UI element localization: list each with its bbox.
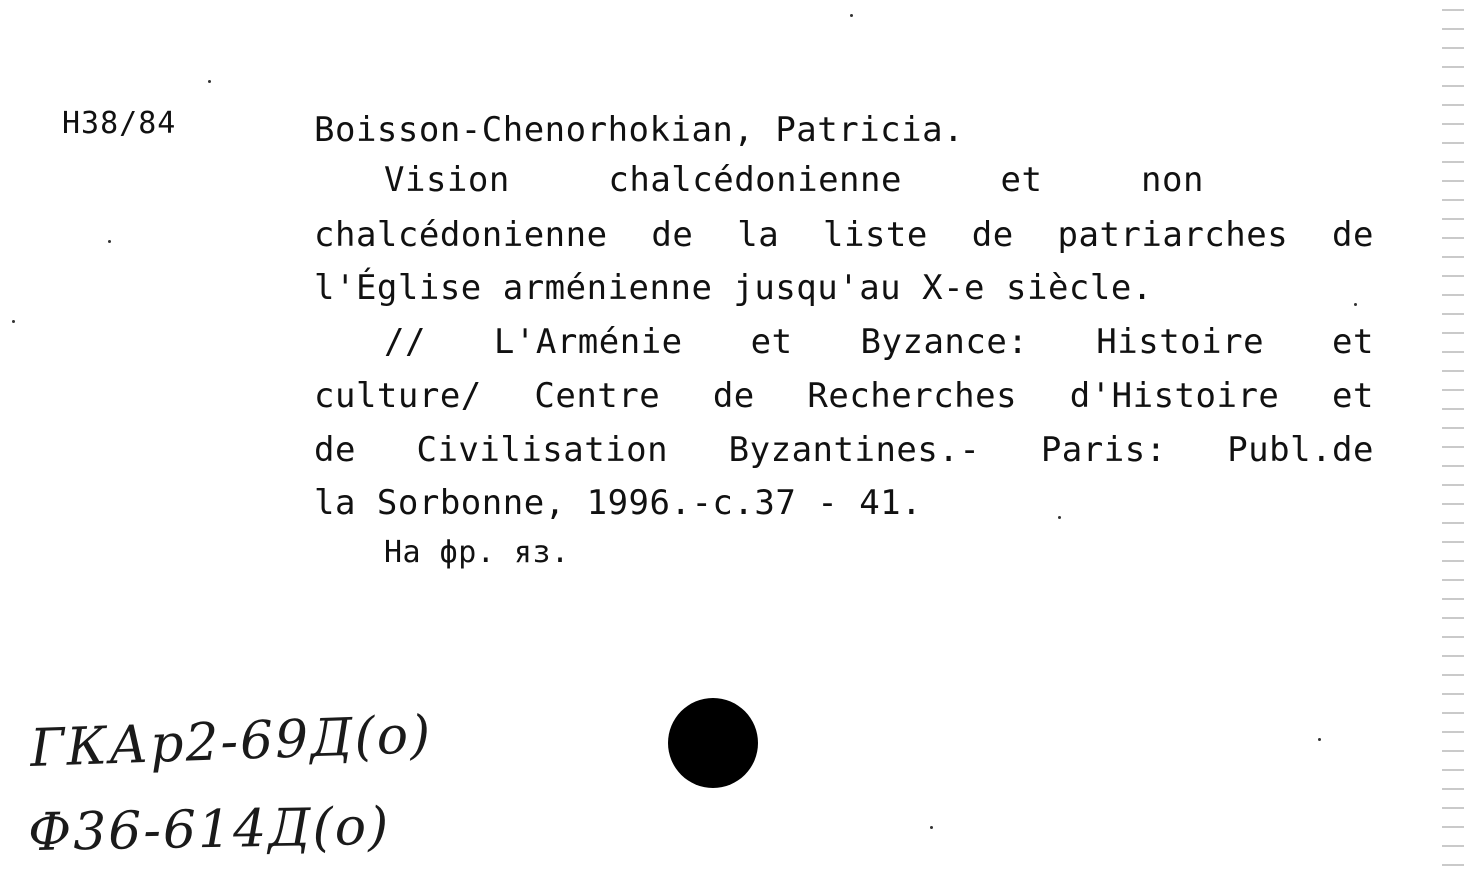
title-word: de [971,215,1014,255]
source-word: culture/ [314,376,482,416]
shelfmark: H38/84 [62,106,177,141]
source-line-1 [384,322,1374,362]
source-word: Paris: [1040,430,1167,470]
language-note: На фр. яз. [384,535,570,570]
source-word: Histoire [1096,322,1265,362]
source-word: de [314,430,356,470]
title-word: chalcédonienne [608,160,902,200]
author-name: Boisson-Chenorhokian, Patricia. [314,110,965,150]
source-word: d'Histoire [1069,376,1280,416]
source-word: // [384,322,426,362]
title-word: Vision [384,160,510,200]
title-line-1 [384,160,1204,200]
title-word: chalcédonienne [314,215,608,255]
scan-speck [208,80,211,83]
scan-speck [1354,303,1357,306]
source-line-4: la Sorbonne, 1996.-c.37 - 41. [314,483,923,523]
title-word: la [737,215,780,255]
source-word: Byzance: [860,322,1029,362]
source-word: et [1332,376,1374,416]
title-word: non [1141,160,1204,200]
source-word: Recherches [807,376,1018,416]
source-word: de [712,376,755,416]
scan-speck [1318,738,1321,741]
source-line-3 [314,430,1374,470]
title-line-3: l'Église arménienne jusqu'au X-e siècle. [314,268,1153,308]
handwritten-code-1: ГКАр2-69Д(о) [29,704,434,780]
source-word: Centre [534,376,661,416]
scan-speck [930,826,933,829]
scan-speck [1058,516,1061,519]
source-word: L'Arménie [493,322,683,362]
punch-hole [668,698,758,788]
title-word: de [1332,215,1374,255]
title-word: liste [823,215,928,255]
source-line-2 [314,376,1374,416]
title-line-2 [314,215,1374,255]
title-word: patriarches [1057,215,1289,255]
scan-speck [850,14,853,17]
source-word: Civilisation [416,430,669,470]
source-word: et [750,322,793,362]
scan-speck [12,320,15,323]
source-word: Byzantines.- [728,430,981,470]
title-word: et [1000,160,1043,200]
handwritten-code-2: Ф36-614Д(о) [27,796,391,864]
scan-speck [108,240,111,243]
title-word: de [651,215,694,255]
source-word: et [1332,322,1374,362]
scan-edge-marks [1442,0,1464,880]
source-word: Publ.de [1227,430,1374,470]
